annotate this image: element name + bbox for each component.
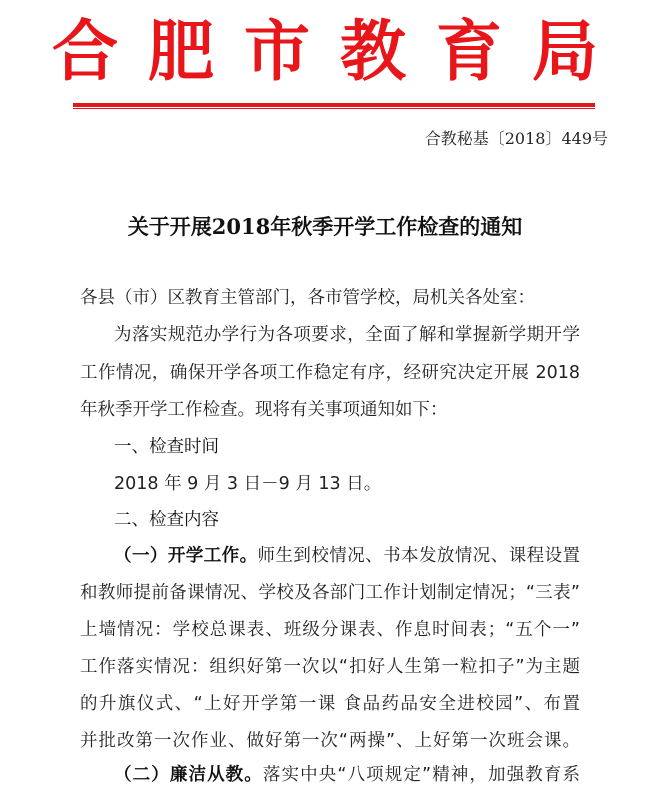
subsection-1-line: 上墙情况：学校总课表、班级分课表、作息时间表；“五个一” bbox=[80, 620, 580, 640]
document-title: 关于开展2018年秋季开学工作检查的通知 bbox=[127, 214, 523, 239]
subsection-1-line: 和教师提前备课情况、学校及各部门工作计划制定情况；“三表” bbox=[80, 583, 580, 603]
red-divider bbox=[73, 103, 595, 107]
section-2-heading: 二、检查内容 bbox=[114, 510, 219, 530]
issuer-name: 合肥市教育局 bbox=[52, 12, 628, 90]
masthead bbox=[0, 8, 650, 94]
document-number: 合教秘基〔2018〕449号 bbox=[424, 129, 608, 148]
subsection-2-first-text: 落实中央“八项规定”精神，加强教育系 bbox=[262, 765, 580, 785]
subsection-1-first-text: 师生到校情况、书本发放情况、课程设置 bbox=[257, 546, 581, 566]
section-1-heading: 一、检查时间 bbox=[114, 437, 219, 457]
intro-line-2: 工作情况，确保开学各项工作稳定有序，经研究决定开展 2018 bbox=[80, 363, 580, 383]
subsection-1-line: 工作落实情况：组织好第一次以“扣好人生第一粒扣子”为主题 bbox=[80, 657, 580, 677]
salutation: 各县（市）区教育主管部门，各市管学校，局机关各处室： bbox=[80, 288, 535, 308]
subsection-1-line: 的升旗仪式、“上好开学第一课 食品药品安全进校园”、布置 bbox=[80, 694, 580, 714]
subsection-1-label: （一）开学工作。 bbox=[114, 546, 258, 566]
subsection-2-label: （二）廉洁从教。 bbox=[114, 765, 263, 785]
subsection-1-line: 并批改第一次作业、做好第一次“两操”、上好第一次班会课。 bbox=[80, 731, 580, 751]
intro-line-3: 年秋季开学工作检查。现将有关事项通知如下： bbox=[80, 400, 448, 420]
section-1-text: 2018 年 9 月 3 日－9 月 13 日。 bbox=[114, 474, 382, 494]
intro-line-1: 为落实规范办学行为各项要求，全面了解和掌握新学期开学 bbox=[114, 325, 580, 345]
red-divider-thin bbox=[73, 108, 595, 109]
subsection-1-first-line bbox=[114, 541, 580, 571]
